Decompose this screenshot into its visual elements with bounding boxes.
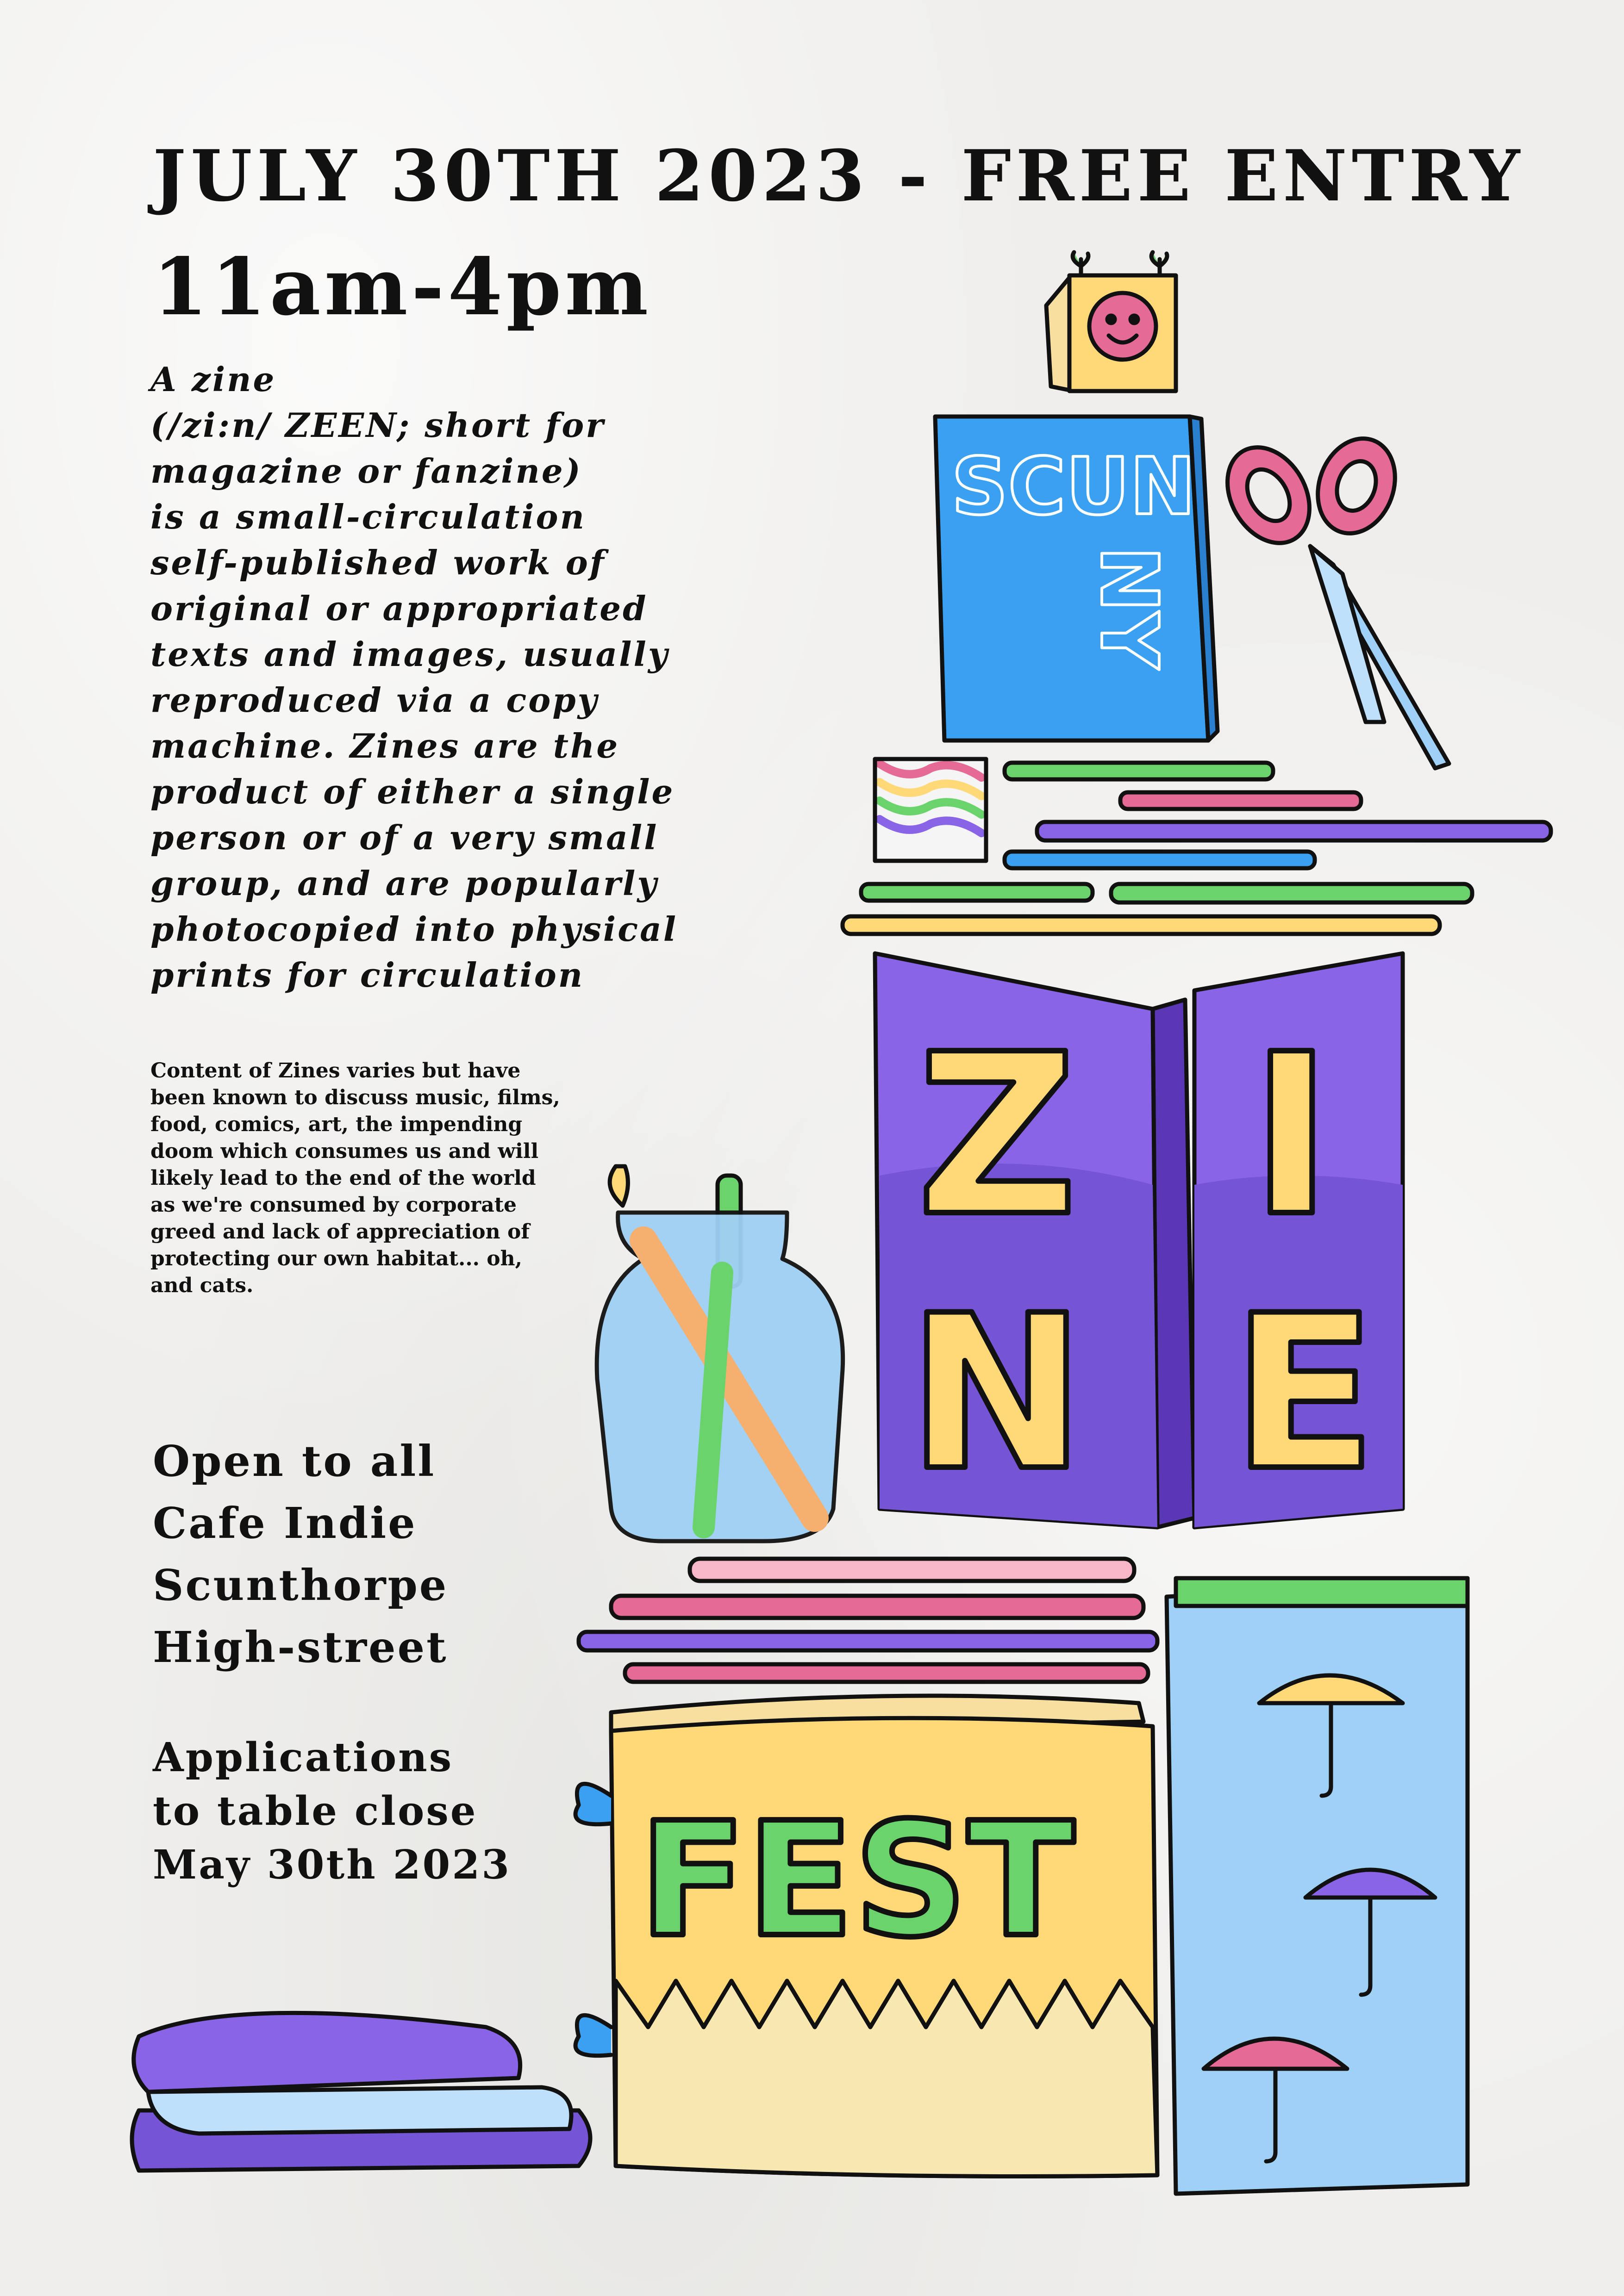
definition-line: person or of a very small (150, 818, 659, 857)
definition-line: machine. Zines are the (150, 726, 620, 765)
fest-book-icon (575, 1696, 1157, 2177)
definition-line: original or appropriated (150, 589, 648, 628)
definition-line: self-published work of (150, 543, 606, 582)
venue-line: Open to all (153, 1436, 436, 1486)
venue-line: Cafe Indie (153, 1498, 417, 1548)
applications-line: May 30th 2023 (153, 1842, 512, 1888)
venue-line: High-street (153, 1622, 448, 1672)
zine-content-paragraph: Content of Zines varies but have been known to discuss music, films, food, comics, art, the impending doom which consumes us and will likely lead to the end of the world as we're consumed by corporate greed and lack of appreciation of protecting our own habitat... oh, and cats. (150, 1059, 560, 1297)
stapler-icon (132, 2013, 590, 2171)
event-date-headline: JULY 30TH 2023 - FREE ENTRY (153, 134, 1525, 217)
definition-line: group, and are popularly (150, 864, 659, 903)
applications-line: Applications (153, 1734, 454, 1781)
definition-line: prints for circulation (150, 955, 585, 995)
venue-line: Scunthorpe (153, 1560, 449, 1610)
scunny-book-icon (935, 417, 1218, 740)
scunny-title-b: NY (1083, 546, 1174, 669)
definition-line: (/zi:n/ ZEEN; short for (150, 405, 606, 445)
scissors-icon (1211, 428, 1449, 768)
zine-letter-i: I (1250, 1007, 1333, 1265)
fest-title: FEST (639, 1789, 1075, 1972)
zine-letter-n: N (907, 1270, 1086, 1518)
definition-line: photocopied into physical (150, 909, 678, 949)
zine-letter-e: E (1231, 1270, 1377, 1518)
definition-line: product of either a single (150, 772, 675, 811)
scunny-title-a: SCUN (951, 441, 1196, 533)
definition-line: is a small-circulation (150, 497, 586, 536)
event-time: 11am-4pm (153, 241, 652, 333)
smiley-mini-zine-icon (1046, 252, 1176, 391)
definition-line: magazine or fanzine) (150, 451, 582, 491)
definition-line: reproduced via a copy (150, 680, 599, 720)
umbrella-rain-zine-icon (1167, 1578, 1468, 2194)
definition-line: A zine (150, 360, 276, 399)
rainbow-mini-zine-icon (875, 759, 986, 861)
applications-line: to table close (153, 1788, 478, 1835)
definition-line: texts and images, usually (150, 635, 669, 674)
zine-folded-booklet-icon (875, 953, 1403, 1527)
zine-letter-z: Z (917, 1007, 1078, 1265)
pencil-jar-icon (597, 1166, 843, 1541)
